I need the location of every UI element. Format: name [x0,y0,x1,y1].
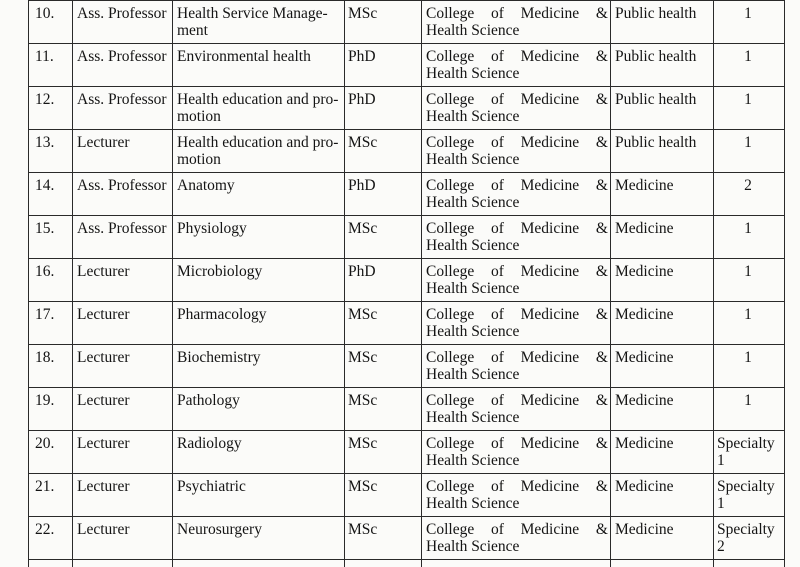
count-line-2: 2 [717,538,725,555]
table-row [29,44,785,87]
field-line-1: Microbiology [177,263,263,280]
college-line-1: College of Medicine & [426,349,608,366]
field-line-1: Neurosurgery [177,521,262,538]
rank-cell: Lecturer [73,345,173,388]
department-cell: Medicine [611,431,714,474]
rank-cell: Lecturer [73,431,173,474]
table-row [29,517,785,560]
field-cell [173,173,345,216]
field-cell [173,388,345,431]
count-cell [714,388,785,431]
row-number: 22. [29,517,73,560]
college-line-1: College of Medicine & [426,177,608,194]
table-row [29,216,785,259]
row-number: 11. [29,44,73,87]
row-number: 20. [29,431,73,474]
row-number: 10. [29,1,73,44]
department-cell: Medicine [611,517,714,560]
count-cell [714,517,785,560]
qualification-cell: MSc [345,474,422,517]
qualification-cell: PhD [345,44,422,87]
table-row [29,302,785,345]
count-cell [714,345,785,388]
field-cell [173,87,345,130]
college-cell [422,173,611,216]
rank-cell: Ass. Professor [73,87,173,130]
count-line-1: 1 [744,5,752,22]
table-row [29,388,785,431]
table-row [29,130,785,173]
rank-cell: Ass. Professor [73,216,173,259]
college-line-2: Health Science [426,323,520,340]
qualification-cell: PhD [345,259,422,302]
college-line-2: Health Science [426,538,520,555]
table-row [29,259,785,302]
table-row [29,87,785,130]
college-line-1: College of Medicine & [426,392,608,409]
rank-cell: Lecturer [73,259,173,302]
department-cell: Medicine [611,345,714,388]
college-cell [422,388,611,431]
field-cell [173,302,345,345]
table-body [29,1,785,560]
count-line-1: 1 [744,349,752,366]
college-cell [422,130,611,173]
college-line-2: Health Science [426,495,520,512]
positions-table [28,0,785,567]
count-cell [714,44,785,87]
college-cell [422,517,611,560]
college-cell [422,345,611,388]
count-line-1: 2 [744,177,752,194]
qualification-cell: MSc [345,130,422,173]
count-line-1: Specialty [717,478,775,495]
college-cell [422,259,611,302]
count-line-1: 1 [744,91,752,108]
count-cell [714,173,785,216]
department-cell: Public health [611,1,714,44]
department-cell: Medicine [611,173,714,216]
qualification-cell: PhD [345,173,422,216]
college-line-1: College of Medicine & [426,478,608,495]
count-cell [714,474,785,517]
college-line-1: College of Medicine & [426,521,608,538]
field-line-2: ment [177,22,208,39]
department-cell: Medicine [611,474,714,517]
college-line-2: Health Science [426,409,520,426]
table-row-partial [29,560,785,567]
field-line-1: Radiology [177,435,242,452]
college-line-1: College of Medicine & [426,48,608,65]
table-row [29,173,785,216]
field-cell [173,431,345,474]
field-line-2: motion [177,151,221,168]
qualification-cell: MSc [345,345,422,388]
field-cell [173,1,345,44]
rank-cell: Ass. Professor [73,173,173,216]
college-line-2: Health Science [426,237,520,254]
rank-cell: Lecturer [73,302,173,345]
college-cell [422,474,611,517]
qualification-cell: MSc [345,1,422,44]
count-line-2: 1 [717,495,725,512]
qualification-cell: MSc [345,388,422,431]
row-number: 19. [29,388,73,431]
college-line-2: Health Science [426,65,520,82]
row-number: 21. [29,474,73,517]
college-line-1: College of Medicine & [426,263,608,280]
department-cell: Medicine [611,302,714,345]
field-line-1: Health education and pro- [177,91,339,108]
college-cell [422,216,611,259]
row-number: 17. [29,302,73,345]
field-line-1: Health Service Manage- [177,5,328,22]
college-line-2: Health Science [426,108,520,125]
college-line-2: Health Science [426,194,520,211]
department-cell: Medicine [611,216,714,259]
college-line-2: Health Science [426,452,520,469]
college-cell [422,431,611,474]
college-cell [422,44,611,87]
department-cell: Medicine [611,388,714,431]
field-line-1: Psychiatric [177,478,246,495]
count-cell [714,87,785,130]
college-line-1: College of Medicine & [426,220,608,237]
college-line-1: College of Medicine & [426,5,608,22]
field-cell [173,474,345,517]
table-row [29,431,785,474]
field-line-2: motion [177,108,221,125]
field-cell [173,259,345,302]
qualification-cell: MSc [345,216,422,259]
field-line-1: Biochemistry [177,349,261,366]
rank-cell: Lecturer [73,130,173,173]
field-line-1: Pharmacology [177,306,267,323]
count-line-1: 1 [744,48,752,65]
qualification-cell: PhD [345,87,422,130]
qualification-cell: MSc [345,302,422,345]
count-cell [714,431,785,474]
college-line-2: Health Science [426,366,520,383]
college-line-1: College of Medicine & [426,435,608,452]
department-cell: Medicine [611,259,714,302]
count-line-1: 1 [744,306,752,323]
college-line-1: College of Medicine & [426,134,608,151]
college-cell [422,1,611,44]
count-line-2: 1 [717,452,725,469]
college-cell [422,87,611,130]
count-line-1: 1 [744,220,752,237]
count-line-1: Specialty [717,521,775,538]
college-line-2: Health Science [426,22,520,39]
row-number: 14. [29,173,73,216]
college-line-2: Health Science [426,151,520,168]
count-line-1: Specialty [717,435,775,452]
count-line-1: 1 [744,134,752,151]
row-number: 12. [29,87,73,130]
field-cell [173,44,345,87]
department-cell: Public health [611,87,714,130]
table-row [29,345,785,388]
department-cell: Public health [611,44,714,87]
college-cell [422,302,611,345]
row-number: 15. [29,216,73,259]
rank-cell: Ass. Professor [73,44,173,87]
row-number: 18. [29,345,73,388]
qualification-cell: MSc [345,517,422,560]
department-cell: Public health [611,130,714,173]
field-cell [173,216,345,259]
college-line-2: Health Science [426,280,520,297]
field-cell [173,517,345,560]
count-line-1: 1 [744,263,752,280]
table-row [29,1,785,44]
qualification-cell: MSc [345,431,422,474]
row-number: 16. [29,259,73,302]
row-number: 13. [29,130,73,173]
rank-cell: Lecturer [73,388,173,431]
rank-cell: Lecturer [73,474,173,517]
rank-cell: Ass. Professor [73,1,173,44]
field-line-1: Pathology [177,392,240,409]
college-line-1: College of Medicine & [426,306,608,323]
rank-cell: Lecturer [73,517,173,560]
count-cell [714,259,785,302]
field-line-1: Physiology [177,220,247,237]
count-cell [714,302,785,345]
college-line-1: College of Medicine & [426,91,608,108]
field-line-1: Environmental health [177,48,311,65]
field-cell [173,130,345,173]
table-row [29,474,785,517]
field-line-1: Anatomy [177,177,235,194]
count-line-1: 1 [744,392,752,409]
field-cell [173,345,345,388]
count-cell [714,130,785,173]
count-cell [714,1,785,44]
count-cell [714,216,785,259]
field-line-1: Health education and pro- [177,134,339,151]
